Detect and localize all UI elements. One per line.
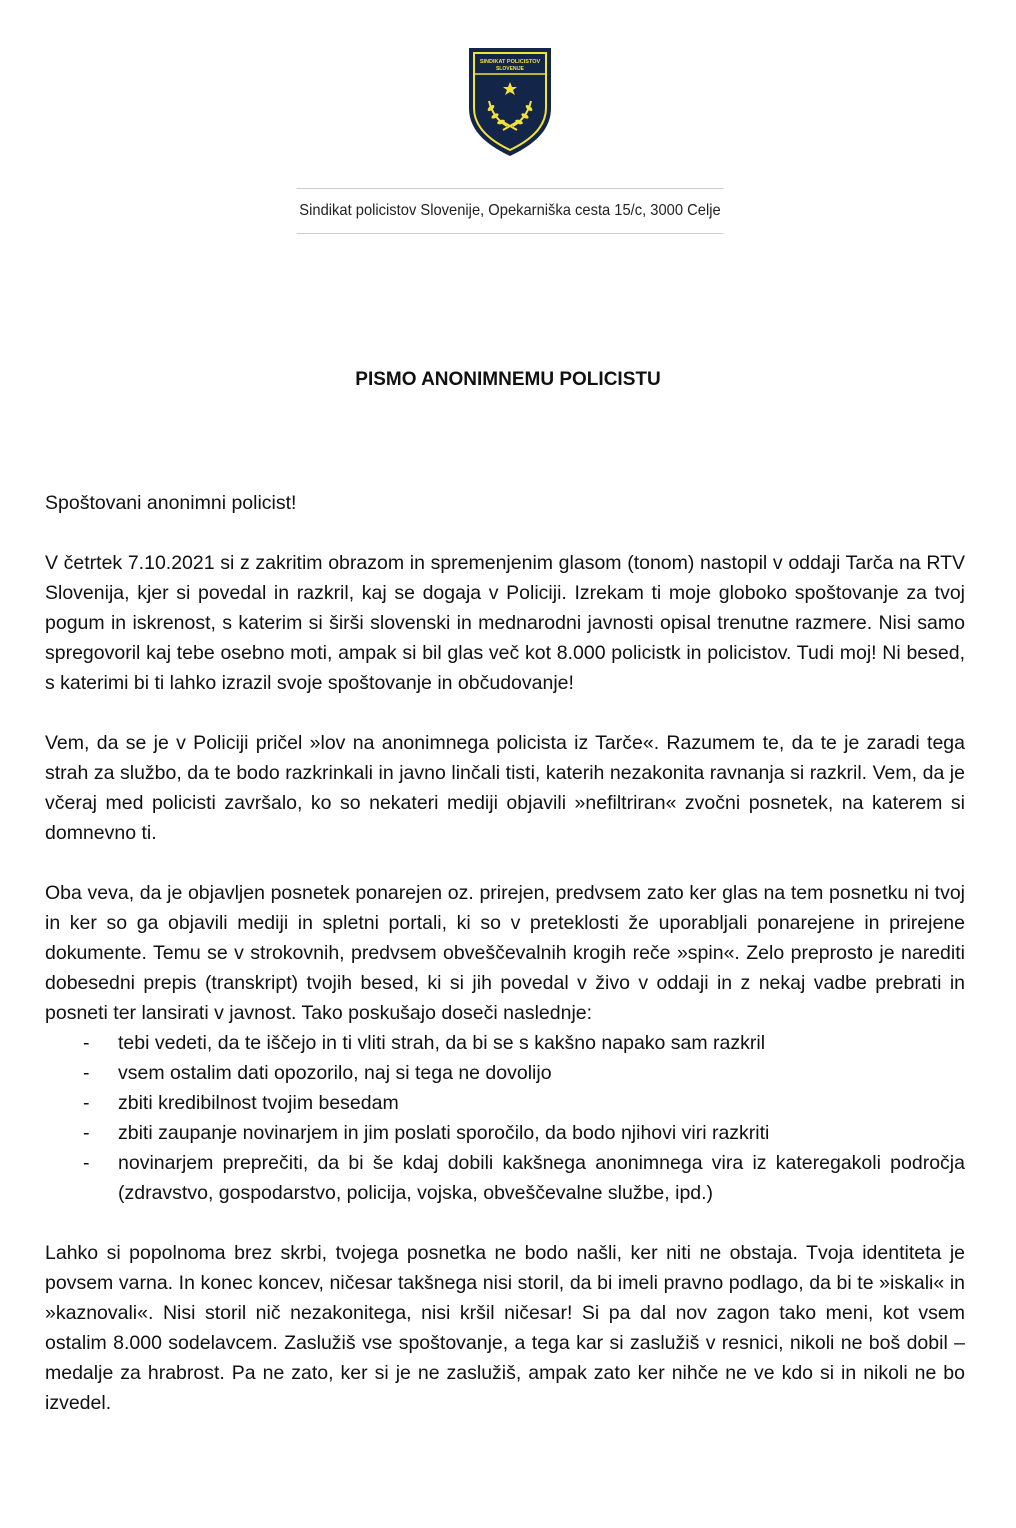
list-item xyxy=(45,1148,965,1208)
letter-body xyxy=(45,488,965,1448)
greeting: Spoštovani anonimni policist! xyxy=(45,492,297,514)
page-title: PISMO ANONIMNEMU POLICISTU xyxy=(355,369,661,390)
paragraph-1: V četrtek 7.10.2021 si z zakritim obrazom in spremenjenim glasom (tonom) nastopil v oddaji Tarča na RTV Slovenija, kjer si povedal in razkril, kaj se dogaja v Policiji. Izrekam ti moje globoko spoštovanje za tvoj pogum in iskrenost, s katerim si širši slovenski in mednarodni javnosti opisal trenutne razmere. Nisi samo spregovoril kaj tebe osebno moti, ampak si bil glas več kot 8.000 policistk in policistov. Tudi moj! Ni besed, s katerimi bi ti lahko izrazil svoje spoštovanje in občudovanje! xyxy=(45,552,965,694)
list-item xyxy=(45,1118,965,1148)
list-item xyxy=(45,1028,965,1058)
dash-bullet: - xyxy=(83,1152,90,1174)
list-item-text: zbiti zaupanje novinarjem in jim poslati sporočilo, da bodo njihovi viri razkriti xyxy=(118,1122,770,1144)
paragraph-4: Lahko si popolnoma brez skrbi, tvojega posnetka ne bodo našli, ker niti ne obstaja. Tvoja identiteta je povsem varna. In konec koncev, ničesar takšnega nisi storil, da bi imeli pravno podlago, da bi te »iskali« in »kaznovali«. Nisi storil nič nezakonitega, nisi kršil ničesar! Si pa dal nov zagon tako meni, kot vsem ostalim 8.000 sodelavcem. Zaslužiš vse spoštovanje, a tega kar si zaslužiš v resnici, nikoli ne boš dobil – medalje za hrabrost. Pa ne zato, ker si je ne zaslužiš, ampak zato ker nihče ne ve kdo si in nikoli ne bo izvedel. xyxy=(45,1242,965,1414)
dash-bullet: - xyxy=(83,1062,90,1084)
logo-text-1: SINDIKAT POLICISTOV xyxy=(479,59,541,65)
header-address: Sindikat policistov Slovenije, Opekarniška cesta 15/c, 3000 Celje xyxy=(297,188,724,234)
dash-bullet: - xyxy=(83,1092,90,1114)
union-logo xyxy=(467,46,553,158)
list-item-text: novinarjem preprečiti, da bi še kdaj dobili kakšnega anonimnega vira iz kateregakoli področja (zdravstvo, gospodarstvo, policija, vojska, obveščevalne službe, ipd.) xyxy=(118,1152,965,1204)
goals-list xyxy=(45,1028,965,1208)
paragraph-2: Vem, da se je v Policiji pričel »lov na anonimnega policista iz Tarče«. Razumem te, da te je zaradi tega strah za službo, da te bodo razkrinkali in javno linčali tisti, katerih nezakonita ravnanja si razkril. Vem, da je včeraj med policisti završalo, ko so nekateri mediji objavili »nefiltriran« zvočni posnetek, na katerem si domnevno ti. xyxy=(45,732,965,844)
list-item xyxy=(45,1058,965,1088)
logo-text-2: SLOVENIJE xyxy=(495,66,525,72)
list-item-text: vsem ostalim dati opozorilo, naj si tega ne dovolijo xyxy=(118,1062,552,1084)
paragraph-3: Oba veva, da je objavljen posnetek ponarejen oz. prirejen, predvsem zato ker glas na tem posnetku ni tvoj in ker so ga objavili mediji in spletni portali, ki so v preteklosti že uporabljali ponarejene in prirejene dokumente. Temu se v strokovnih, predvsem obveščevalnih krogih reče »spin«. Zelo preprosto je narediti dobesedni prepis (transkript) tvojih besed, ki si jih povedal v živo v oddaji in z nekaj vadbe prebrati in posneti ter lansirati v javnost. Tako poskušajo doseči naslednje: xyxy=(45,882,965,1024)
list-item-text: zbiti kredibilnost tvojim besedam xyxy=(118,1092,399,1114)
list-item xyxy=(45,1088,965,1118)
dash-bullet: - xyxy=(83,1032,90,1054)
dash-bullet: - xyxy=(83,1122,90,1144)
list-item-text: tebi vedeti, da te iščejo in ti vliti strah, da bi se s kakšno napako sam razkril xyxy=(118,1032,766,1054)
